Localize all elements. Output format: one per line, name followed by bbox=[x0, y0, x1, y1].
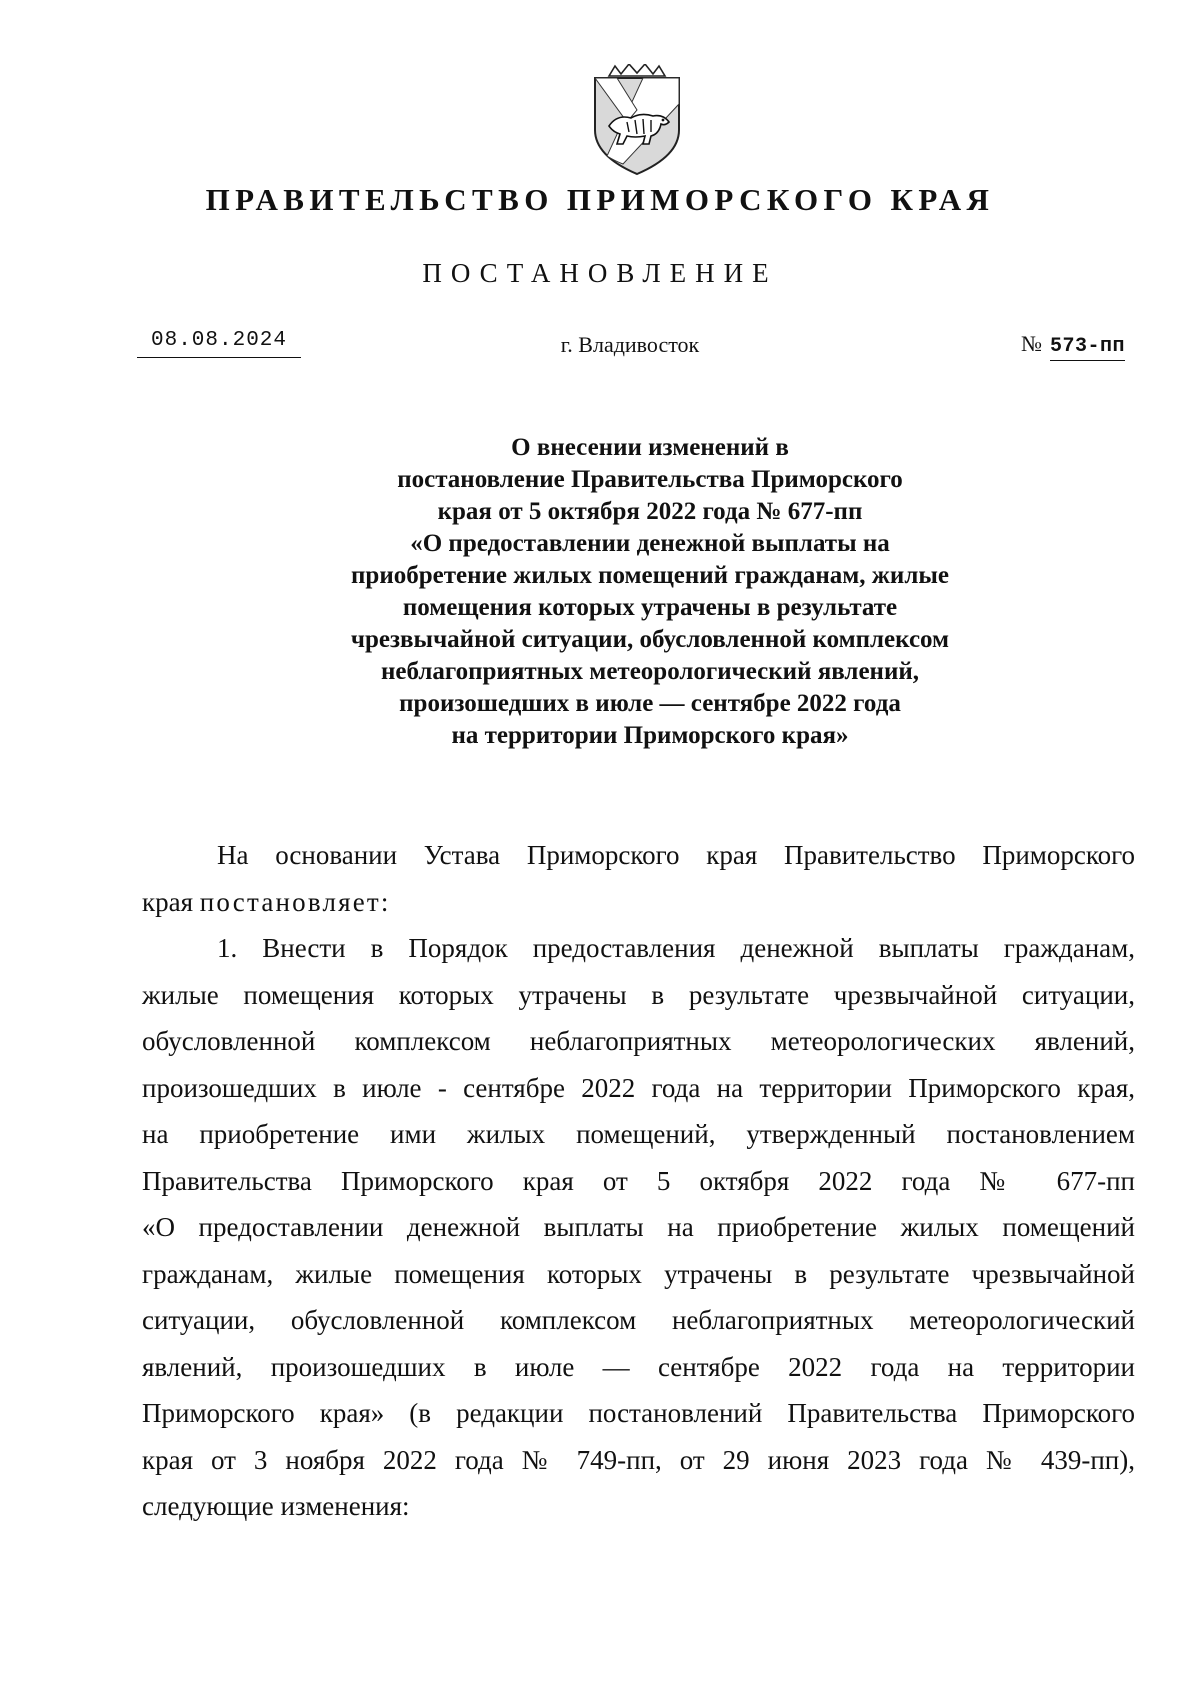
paragraph-line: явлений, произошедших в июле — сентябре 2022 года на территории bbox=[142, 1351, 1135, 1382]
paragraph-line: произошедших в июле - сентябре 2022 года на территории Приморского края, bbox=[142, 1072, 1135, 1103]
paragraph-line: Правительства Приморского края от 5 октября 2022 года № 677-пп bbox=[142, 1165, 1135, 1196]
subject-line: помещения которых утрачены в результате bbox=[402, 594, 898, 621]
subject-line: неблагоприятных метеорологический явлений, bbox=[380, 658, 920, 685]
preamble-text: края bbox=[142, 886, 194, 917]
subject-line: произошедших в июле — сентябре 2022 года bbox=[399, 690, 901, 717]
subject-line: края от 5 октября 2022 года № 677-пп bbox=[437, 498, 863, 525]
document-body bbox=[142, 832, 1135, 1530]
paragraph-line: «О предоставлении денежной выплаты на приобретение жилых помещений bbox=[142, 1212, 1135, 1242]
document-date: 08.08.2024 bbox=[137, 327, 301, 358]
organization-title: ПРАВИТЕЛЬСТВО ПРИМОРСКОГО КРАЯ bbox=[205, 182, 995, 217]
paragraph-line: на приобретение ими жилых помещений, утвержденный постановлением bbox=[142, 1119, 1135, 1149]
paragraph-line: обусловленной комплексом неблагоприятных метеорологических явлений, bbox=[142, 1026, 1135, 1056]
paragraph-line: ситуации, обусловленной комплексом неблагоприятных метеорологический bbox=[142, 1305, 1135, 1335]
document-city: г. Владивосток bbox=[560, 332, 700, 357]
document-type-title: ПОСТАНОВЛЕНИЕ bbox=[422, 258, 778, 288]
paragraph-line: жилые помещения которых утрачены в результате чрезвычайной ситуации, bbox=[142, 979, 1135, 1010]
number-value: 573-пп bbox=[1050, 335, 1125, 361]
coat-of-arms-icon bbox=[587, 64, 687, 176]
number-sign: № bbox=[1020, 331, 1042, 356]
subject-line: чрезвычайной ситуации, обусловленной комплексом bbox=[350, 626, 950, 653]
paragraph-line: края от 3 ноября 2022 года № 749-пп, от 29 июня 2023 года № 439-пп), bbox=[142, 1444, 1135, 1475]
subject-line: на территории Приморского края» bbox=[451, 722, 849, 749]
document-subject-heading bbox=[200, 432, 1100, 752]
paragraph-line: следующие изменения: bbox=[142, 1491, 410, 1521]
resolves-word: постановляет: bbox=[199, 886, 391, 917]
paragraph-line: гражданам, жилые помещения которых утрачены в результате чрезвычайной bbox=[142, 1258, 1135, 1289]
subject-line: О внесении изменений в bbox=[511, 434, 789, 461]
paragraph-line: Приморского края» (в редакции постановлений Правительства Приморского bbox=[142, 1398, 1135, 1428]
preamble-line: На основании Устава Приморского края Правительство Приморского bbox=[217, 840, 1135, 870]
subject-line: «О предоставлении денежной выплаты на bbox=[410, 530, 890, 557]
preamble-line bbox=[142, 879, 1135, 926]
document-number bbox=[1021, 330, 1125, 361]
subject-line: приобретение жилых помещений гражданам, жилые bbox=[351, 562, 949, 589]
paragraph-line: 1. Внести в Порядок предоставления денежной выплаты гражданам, bbox=[217, 933, 1135, 963]
subject-line: постановление Правительства Приморского bbox=[397, 466, 903, 493]
